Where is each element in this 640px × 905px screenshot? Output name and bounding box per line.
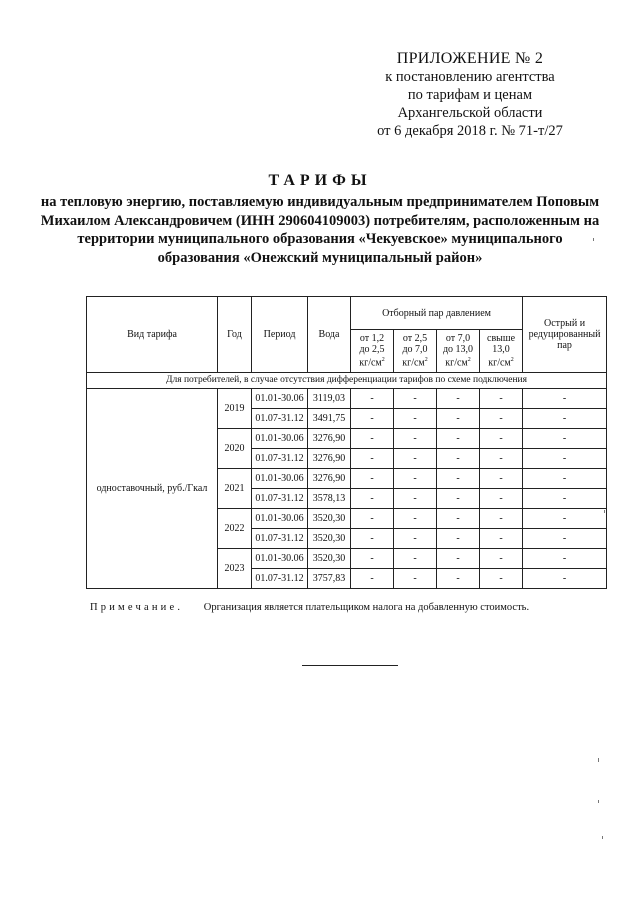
appendix-line: от 6 декабря 2018 г. № 71-т/27 <box>377 123 563 139</box>
steam-3-cell: - <box>437 529 480 549</box>
steam-2-cell: - <box>394 529 437 549</box>
sharp-steam-cell: - <box>523 449 607 469</box>
steam-col-line1: от 2,5 <box>402 333 428 345</box>
steam-1-cell: - <box>351 489 394 509</box>
appendix-block <box>340 50 600 140</box>
header-steam-col-4 <box>480 330 523 373</box>
steam-1-cell: - <box>351 429 394 449</box>
title-heading: ТАРИФЫ <box>268 172 372 189</box>
steam-col-line1: свыше <box>487 333 516 345</box>
steam-col-line2: 13,0 <box>492 344 510 356</box>
steam-4-cell: - <box>480 489 523 509</box>
appendix-line: к постановлению агентства <box>385 69 555 85</box>
steam-col-unit: кг/см <box>359 357 382 369</box>
year-cell: 2023 <box>218 549 252 589</box>
steam-4-cell: - <box>480 469 523 489</box>
steam-1-cell: - <box>351 409 394 429</box>
steam-4-cell: - <box>480 549 523 569</box>
unit-power: 2 <box>510 357 514 364</box>
steam-4-cell: - <box>480 409 523 429</box>
steam-2-cell: - <box>394 469 437 489</box>
period-cell: 01.07-31.12 <box>252 449 308 469</box>
section-label: Для потребителей, в случае отсутствия дифференциации тарифов по схеме подключения <box>87 373 607 389</box>
sharp-steam-cell: - <box>523 389 607 409</box>
appendix-heading: ПРИЛОЖЕНИЕ № 2 <box>396 50 544 67</box>
steam-4-cell: - <box>480 529 523 549</box>
period-cell: 01.01-30.06 <box>252 469 308 489</box>
steam-2-cell: - <box>394 489 437 509</box>
water-cell: 3578,13 <box>308 489 351 509</box>
scan-speck <box>604 510 605 513</box>
water-cell: 3757,83 <box>308 569 351 589</box>
steam-3-cell: - <box>437 449 480 469</box>
header-sharp-steam: Острый и редуцированный пар <box>523 297 607 373</box>
header-steam-col-3 <box>437 330 480 373</box>
water-cell: 3520,30 <box>308 549 351 569</box>
section-row <box>87 373 607 389</box>
steam-2-cell: - <box>394 549 437 569</box>
steam-1-cell: - <box>351 529 394 549</box>
tariff-type-cell: одноставочный, руб./Гкал <box>87 389 218 589</box>
header-period: Период <box>252 297 308 373</box>
steam-col-unit: кг/см <box>445 357 468 369</box>
footnote-label: Примечание. <box>90 602 184 613</box>
header-steam-col-2 <box>394 330 437 373</box>
steam-3-cell: - <box>437 569 480 589</box>
header-year: Год <box>218 297 252 373</box>
steam-col-line2: до 2,5 <box>359 344 385 356</box>
header-steam-group: Отборный пар давлением <box>351 297 523 330</box>
header-row <box>87 297 607 330</box>
water-cell: 3520,30 <box>308 509 351 529</box>
steam-2-cell: - <box>394 429 437 449</box>
sharp-steam-cell: - <box>523 529 607 549</box>
closing-rule <box>302 665 398 666</box>
steam-col-line2: до 13,0 <box>442 344 474 356</box>
steam-4-cell: - <box>480 569 523 589</box>
period-cell: 01.01-30.06 <box>252 389 308 409</box>
water-cell: 3119,03 <box>308 389 351 409</box>
steam-1-cell: - <box>351 469 394 489</box>
steam-2-cell: - <box>394 509 437 529</box>
steam-3-cell: - <box>437 389 480 409</box>
title-subtitle: на тепловую энергию, поставляемую индивидуальным предпринимателем Поповым Михаилом Александровичем (ИНН 290604109003) потребителям, расположенным на территории муниципального образования «Чекуевское» муниципального образования «Онежский муниципальный район» <box>40 194 600 266</box>
steam-3-cell: - <box>437 429 480 449</box>
scan-speck <box>593 238 594 241</box>
header-steam-col-1 <box>351 330 394 373</box>
sharp-steam-cell: - <box>523 509 607 529</box>
appendix-line: по тарифам и ценам <box>407 87 533 103</box>
scan-speck <box>602 836 603 839</box>
appendix-line: Архангельской области <box>397 105 543 121</box>
steam-2-cell: - <box>394 569 437 589</box>
unit-power: 2 <box>467 357 471 364</box>
period-cell: 01.07-31.12 <box>252 409 308 429</box>
year-cell: 2021 <box>218 469 252 509</box>
steam-4-cell: - <box>480 449 523 469</box>
steam-4-cell: - <box>480 389 523 409</box>
water-cell: 3276,90 <box>308 429 351 449</box>
steam-3-cell: - <box>437 509 480 529</box>
steam-3-cell: - <box>437 409 480 429</box>
steam-2-cell: - <box>394 389 437 409</box>
scan-speck <box>598 800 599 803</box>
tariff-table <box>86 296 607 589</box>
steam-3-cell: - <box>437 489 480 509</box>
table-row <box>87 389 607 409</box>
header-water: Вода <box>308 297 351 373</box>
steam-1-cell: - <box>351 549 394 569</box>
footnote <box>90 602 610 613</box>
header-tariff-type: Вид тарифа <box>87 297 218 373</box>
steam-4-cell: - <box>480 509 523 529</box>
sharp-steam-cell: - <box>523 469 607 489</box>
steam-col-unit: кг/см <box>402 357 425 369</box>
period-cell: 01.07-31.12 <box>252 569 308 589</box>
sharp-steam-cell: - <box>523 409 607 429</box>
steam-1-cell: - <box>351 509 394 529</box>
scan-speck <box>598 758 599 762</box>
steam-1-cell: - <box>351 449 394 469</box>
steam-col-line1: от 7,0 <box>445 333 471 345</box>
sharp-steam-cell: - <box>523 569 607 589</box>
water-cell: 3276,90 <box>308 449 351 469</box>
water-cell: 3491,75 <box>308 409 351 429</box>
sharp-steam-cell: - <box>523 429 607 449</box>
steam-4-cell: - <box>480 429 523 449</box>
period-cell: 01.07-31.12 <box>252 489 308 509</box>
steam-2-cell: - <box>394 449 437 469</box>
period-cell: 01.01-30.06 <box>252 549 308 569</box>
footnote-text: Организация является плательщиком налога на добавленную стоимость. <box>203 602 530 613</box>
steam-2-cell: - <box>394 409 437 429</box>
sharp-steam-cell: - <box>523 549 607 569</box>
steam-col-line2: до 7,0 <box>402 344 428 356</box>
sharp-steam-cell: - <box>523 489 607 509</box>
year-cell: 2019 <box>218 389 252 429</box>
period-cell: 01.07-31.12 <box>252 529 308 549</box>
unit-power: 2 <box>424 357 428 364</box>
year-cell: 2022 <box>218 509 252 549</box>
steam-3-cell: - <box>437 469 480 489</box>
steam-3-cell: - <box>437 549 480 569</box>
steam-col-line1: от 1,2 <box>359 333 385 345</box>
unit-power: 2 <box>381 357 385 364</box>
steam-1-cell: - <box>351 389 394 409</box>
period-cell: 01.01-30.06 <box>252 509 308 529</box>
steam-col-unit: кг/см <box>488 357 511 369</box>
year-cell: 2020 <box>218 429 252 469</box>
document-title <box>0 172 640 267</box>
steam-1-cell: - <box>351 569 394 589</box>
water-cell: 3520,30 <box>308 529 351 549</box>
period-cell: 01.01-30.06 <box>252 429 308 449</box>
water-cell: 3276,90 <box>308 469 351 489</box>
